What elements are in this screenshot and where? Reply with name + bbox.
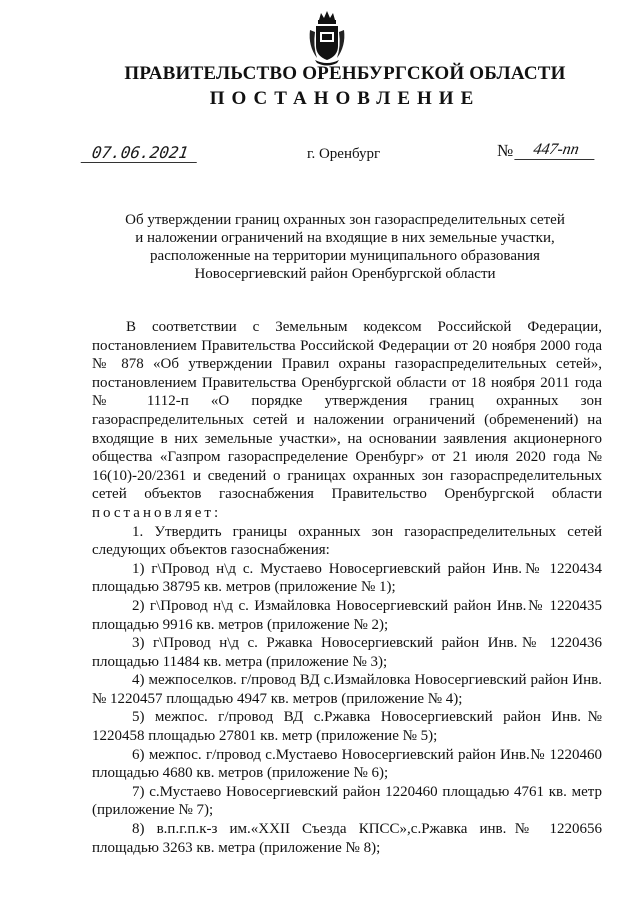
- document-subject: [100, 211, 590, 283]
- clause-1: 1. Утвердить границы охранных зон газораспределительных сетей следующих объектов газоснабжения:: [92, 523, 602, 559]
- government-title: ПРАВИТЕЛЬСТВО ОРЕНБУРГСКОЙ ОБЛАСТИ: [124, 63, 566, 84]
- list-item: 8) в.п.г.п.к-з им.«XXII Съезда КПСС»,с.Ржавка инв.№ 1220656 площадью 3263 кв. метра (приложение № 8);: [92, 821, 602, 856]
- document-city: г. Оренбург: [307, 146, 381, 162]
- list-item: 3) г\Провод н\д с. Ржавка Новосергиевский район Инв.№ 1220436 площадью 11484 кв. метра (приложение № 3);: [92, 635, 602, 670]
- document-type: ПОСТАНОВЛЕНИЕ: [209, 88, 481, 109]
- preamble-paragraph: [92, 318, 602, 523]
- list-item: 7) с.Мустаево Новосергиевский район 1220460 площадью 4761 кв. метр (приложение № 7);: [92, 783, 602, 819]
- preamble-text: В соответствии с Земельным кодексом Российской Федерации, постановлением Правительства Российской Федерации от 20 ноября 2000 года № 878 «Об утверждении Правил охраны газораспределительных сетей», постановлением Правительства Оренбургской области от 18 ноября 2011 года № 1112-п «О порядке утверждения границ охранных зон газораспределительных сетей и наложении ограничений (обременений) на входящие в них земельные участки», на основании заявления акционерного общества «Газпром газораспределение Оренбург» от 21 июля 2020 года № 16(10)-20/2361 и сведений о границах охранных зон газораспределительных сетей объектов газоснабжения Правительство Оренбургской области: [92, 319, 602, 503]
- document-date: 07.06.2021: [81, 144, 200, 163]
- coat-of-arms-icon: [307, 10, 347, 66]
- list-item: 1) г\Провод н\д с. Мустаево Новосергиевский район Инв.№ 1220434 площадью 38795 кв. метров (приложение № 1);: [92, 560, 602, 596]
- subject-line: и наложении ограничений на входящие в них земельные участки,: [135, 230, 555, 246]
- list-item: 2) г\Провод н\д с. Измайловка Новосергиевский район Инв.№ 1220435 площадью 9916 кв. метров (приложение № 2);: [92, 597, 602, 633]
- document-body: [92, 318, 602, 857]
- document-number-label: №: [497, 141, 514, 160]
- subject-line: Новосергиевский район Оренбургской области: [194, 266, 496, 282]
- list-item: 4) межпоселков. г/провод ВД с.Измайловка Новосергиевский район Инв.№ 1220457 площадью 4947 кв. метров (приложение № 4);: [92, 672, 602, 707]
- subject-line: расположенные на территории муниципального образования: [150, 248, 540, 264]
- decree-word: постановляет:: [92, 504, 222, 521]
- document-number: 447-пп: [514, 141, 597, 160]
- subject-line: Об утверждении границ охранных зон газораспределительных сетей: [125, 212, 565, 228]
- list-item: 5) межпос. г/провод ВД с.Ржавка Новосергиевский район Инв.№ 1220458 площадью 27801 кв. метр (приложение № 5);: [92, 709, 602, 745]
- list-item: 6) межпос. г/провод с.Мустаево Новосергиевский район Инв.№ 1220460 площадью 4680 кв. метров (приложение № 6);: [92, 746, 602, 782]
